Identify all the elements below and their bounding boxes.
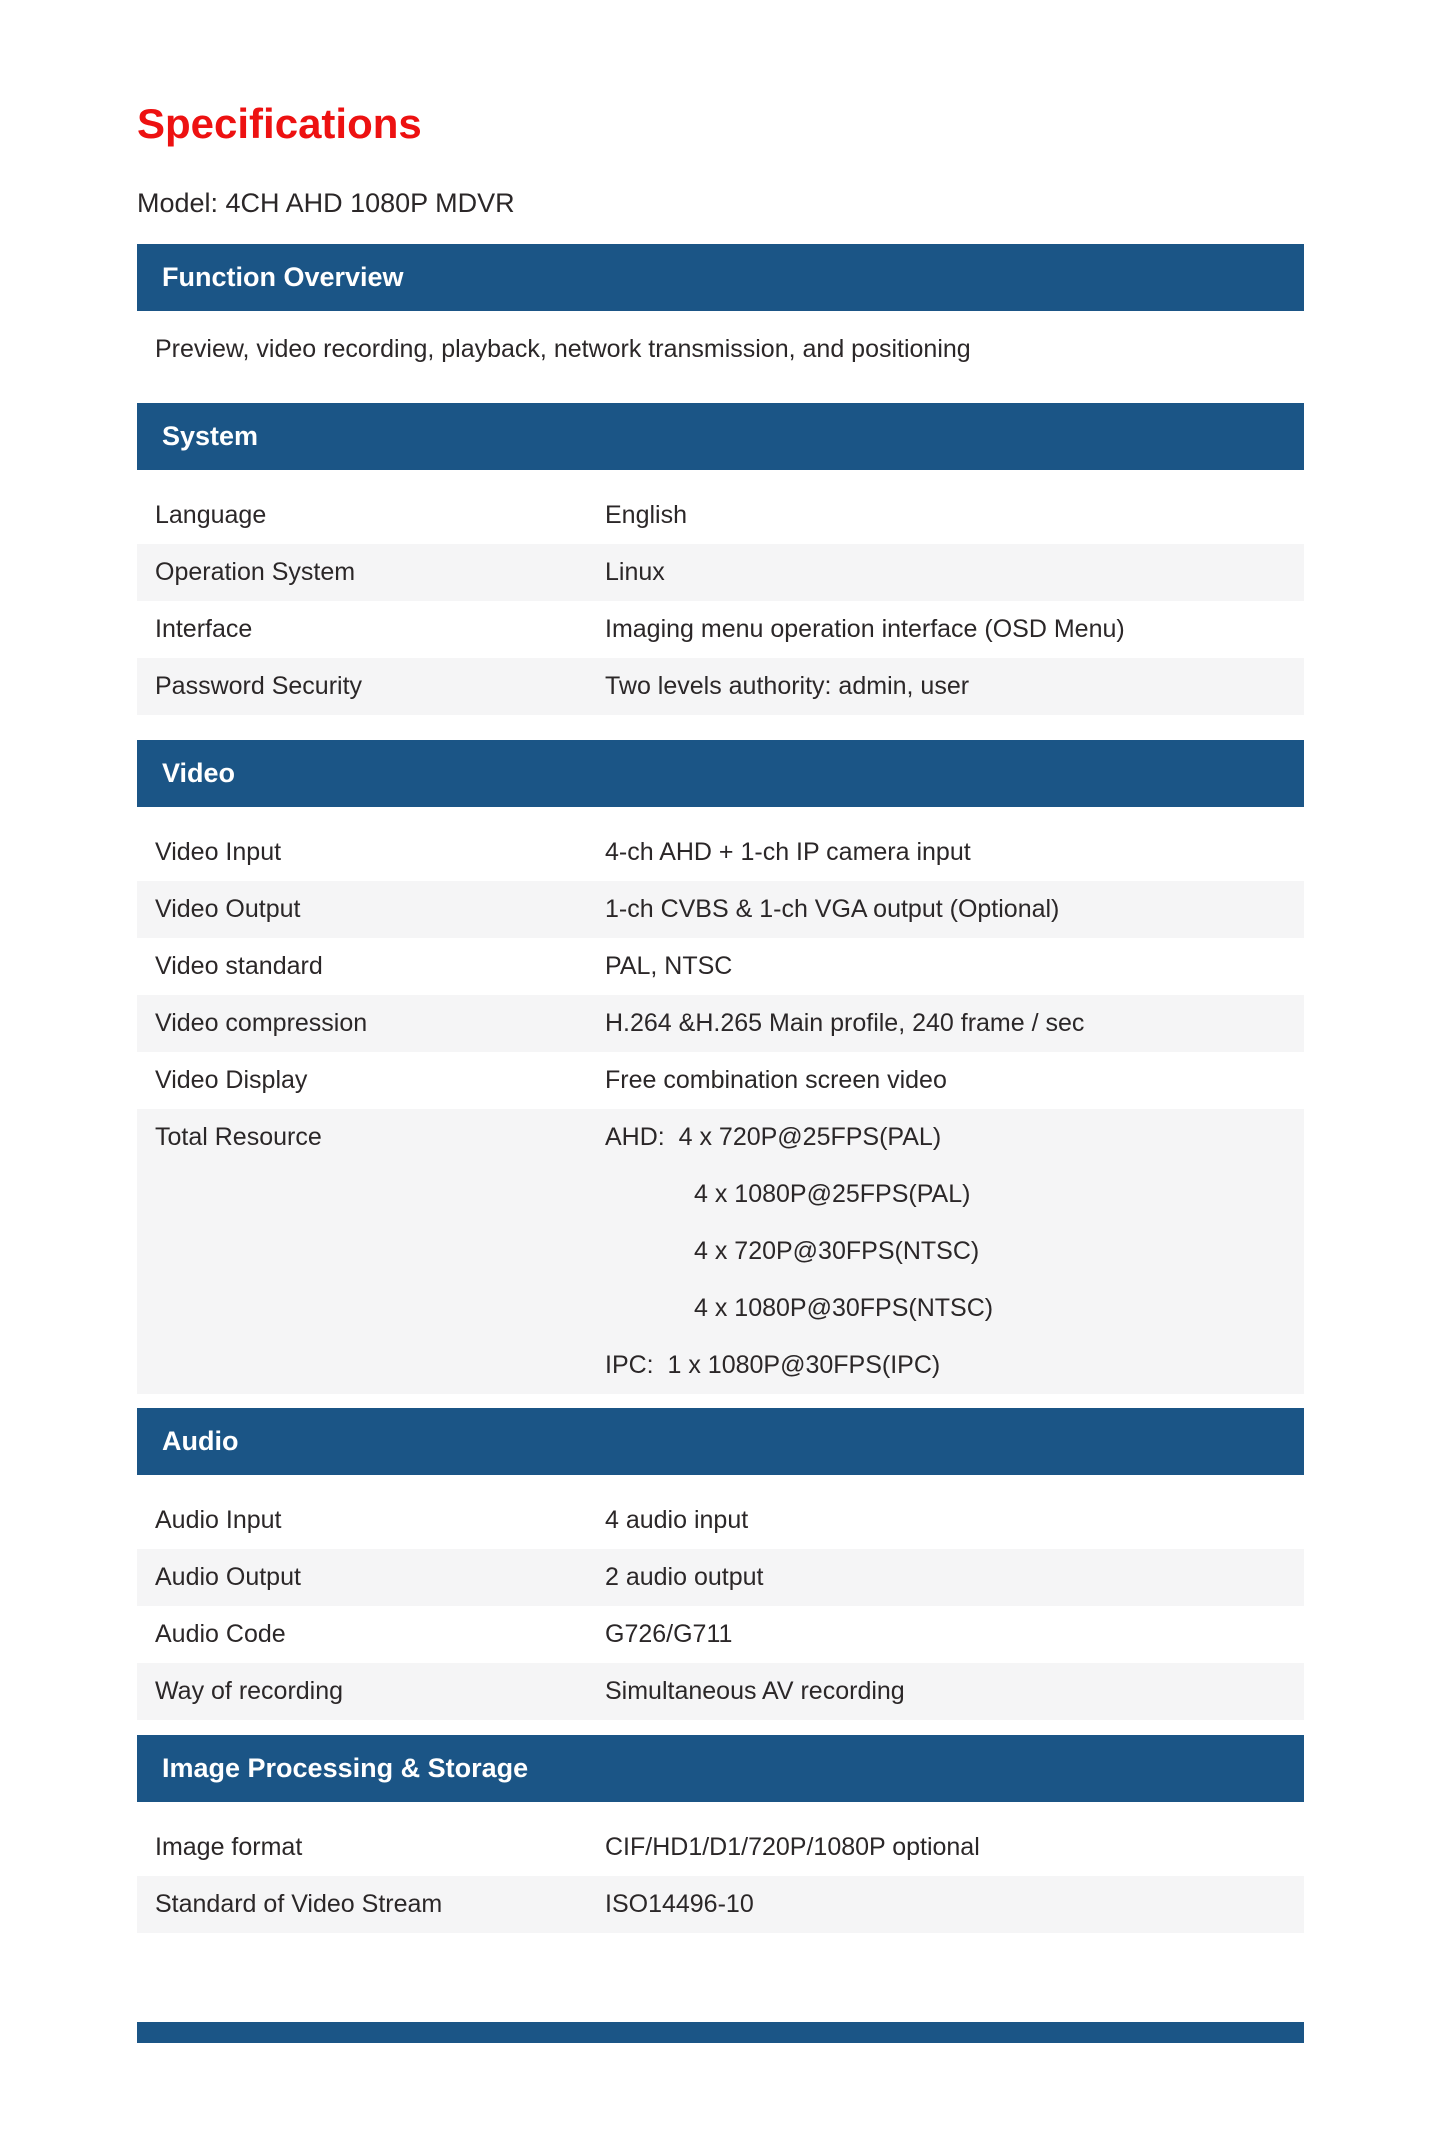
- table-row: [137, 1876, 1304, 1933]
- row-value: Free combination screen video: [605, 1066, 947, 1094]
- spec-section-function-overview: [137, 244, 1304, 378]
- table-row: [137, 1052, 1304, 1109]
- row-label: Operation System: [155, 558, 356, 586]
- spec-section-image-processing-storage: [137, 1735, 1304, 1933]
- row-value-line: 4 x 1080P@25FPS(PAL): [694, 1180, 971, 1208]
- row-label: Video standard: [155, 952, 323, 980]
- table-row: [137, 601, 1304, 658]
- row-label: Password Security: [155, 672, 363, 700]
- section-header-label: Image Processing & Storage: [162, 1753, 529, 1783]
- row-value-line: 4 x 1080P@30FPS(NTSC): [694, 1294, 994, 1322]
- truncated-next-section-band: [137, 2022, 1304, 2043]
- spec-table: [137, 824, 1304, 1394]
- spec-section-system: [137, 403, 1304, 715]
- table-row: [137, 995, 1304, 1052]
- row-value: 4 audio input: [605, 1506, 749, 1534]
- sections: [137, 244, 1304, 1933]
- spec-table: [137, 1492, 1304, 1720]
- row-label: Image format: [155, 1833, 303, 1861]
- row-value: 4-ch AHD + 1-ch IP camera input: [605, 838, 971, 866]
- section-header-band: [137, 1735, 1304, 1802]
- row-value: H.264 &H.265 Main profile, 240 frame / sec: [605, 1009, 1085, 1037]
- row-label: Language: [155, 501, 267, 529]
- row-label: Video Input: [155, 838, 282, 866]
- row-value: Two levels authority: admin, user: [605, 672, 970, 700]
- section-header-band: [137, 1408, 1304, 1475]
- row-label: Audio Output: [155, 1563, 301, 1591]
- row-value: ISO14496-10: [605, 1890, 754, 1918]
- row-value: English: [605, 501, 687, 529]
- table-row: [137, 938, 1304, 995]
- row-value: 2 audio output: [605, 1563, 764, 1591]
- section-header-label: Audio: [162, 1426, 239, 1456]
- section-header-band: [137, 403, 1304, 470]
- row-value: CIF/HD1/D1/720P/1080P optional: [605, 1833, 980, 1861]
- row-value: Simultaneous AV recording: [605, 1677, 905, 1705]
- table-row: [137, 1492, 1304, 1549]
- table-row: [137, 1549, 1304, 1606]
- table-row: [137, 1606, 1304, 1663]
- row-value-line: AHD: 4 x 720P@25FPS(PAL): [605, 1123, 942, 1151]
- row-label: Total Resource: [155, 1123, 322, 1151]
- spec-document: [137, 100, 1304, 2043]
- row-label: Audio Input: [155, 1506, 282, 1534]
- row-label: Video compression: [155, 1009, 368, 1037]
- table-row: [137, 544, 1304, 601]
- row-value: 1-ch CVBS & 1-ch VGA output (Optional): [605, 895, 1060, 923]
- spec-section-video: [137, 740, 1304, 1394]
- row-label: Video Display: [155, 1066, 308, 1094]
- row-value: PAL, NTSC: [605, 952, 733, 980]
- table-row: [137, 658, 1304, 715]
- table-row: [137, 881, 1304, 938]
- table-row: [137, 1819, 1304, 1876]
- table-row: [137, 824, 1304, 881]
- row-value: [605, 1109, 1304, 1394]
- row-value: G726/G711: [605, 1620, 733, 1648]
- section-header-band: [137, 244, 1304, 311]
- row-label: Interface: [155, 615, 253, 643]
- row-label: Audio Code: [155, 1620, 286, 1648]
- spec-table: [137, 1819, 1304, 1933]
- row-label: Standard of Video Stream: [155, 1890, 443, 1918]
- section-header-label: Function Overview: [162, 262, 404, 292]
- table-row: [137, 1663, 1304, 1720]
- section-paragraph: Preview, video recording, playback, network transmission, and positioning: [155, 335, 971, 363]
- page-title: Specifications: [137, 100, 422, 147]
- row-value-line: IPC: 1 x 1080P@30FPS(IPC): [605, 1351, 941, 1379]
- table-row: [137, 1109, 1304, 1394]
- row-value-line: 4 x 720P@30FPS(NTSC): [694, 1237, 980, 1265]
- row-label: Way of recording: [155, 1677, 344, 1705]
- section-header-band: [137, 740, 1304, 807]
- spec-section-audio: [137, 1408, 1304, 1720]
- table-row: [137, 487, 1304, 544]
- spec-table: [137, 487, 1304, 715]
- section-header-label: Video: [162, 758, 236, 788]
- row-value: Linux: [605, 558, 665, 586]
- row-label: Video Output: [155, 895, 301, 923]
- section-header-label: System: [162, 421, 259, 451]
- model-line: Model: 4CH AHD 1080P MDVR: [137, 188, 515, 218]
- row-value: Imaging menu operation interface (OSD Menu): [605, 615, 1125, 643]
